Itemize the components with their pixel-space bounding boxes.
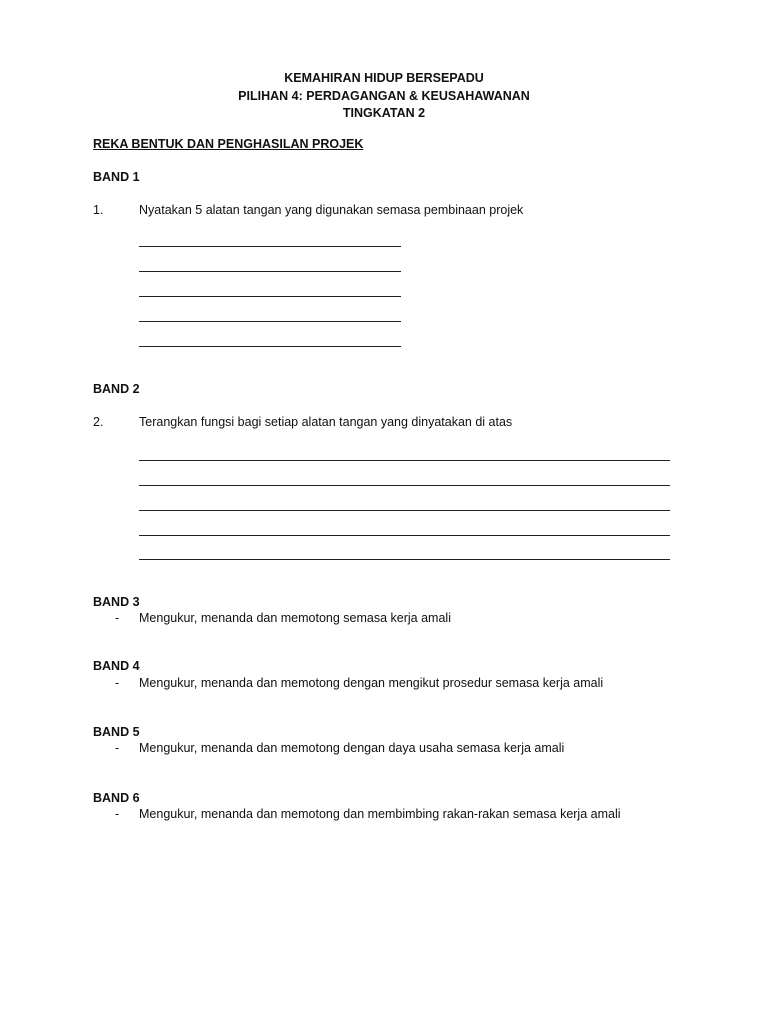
band-4-text: Mengukur, menanda dan memotong dengan mengikut prosedur semasa kerja amali — [139, 676, 604, 690]
header-subtitle: PILIHAN 4: PERDAGANGAN & KEUSAHAWANAN — [238, 89, 530, 103]
answer-line-1c[interactable] — [139, 296, 401, 297]
answer-line-1b[interactable] — [139, 271, 401, 272]
band-2-label: BAND 2 — [93, 382, 140, 396]
answer-line-2b[interactable] — [139, 485, 670, 486]
answer-line-2d[interactable] — [139, 535, 670, 536]
band-3-label: BAND 3 — [93, 595, 140, 609]
question-2-text: Terangkan fungsi bagi setiap alatan tangan yang dinyatakan di atas — [139, 415, 513, 429]
question-1-text: Nyatakan 5 alatan tangan yang digunakan semasa pembinaan projek — [139, 203, 524, 217]
band-6-bullet: - — [115, 807, 120, 821]
question-2-number: 2. — [93, 415, 104, 429]
header-form-level: TINGKATAN 2 — [342, 106, 426, 120]
answer-line-2c[interactable] — [139, 510, 670, 511]
band-6-label: BAND 6 — [93, 791, 140, 805]
band-5-label: BAND 5 — [93, 725, 140, 739]
band-3-bullet: - — [115, 611, 120, 625]
answer-line-2e[interactable] — [139, 559, 670, 560]
question-1-number: 1. — [93, 203, 104, 217]
section-title: REKA BENTUK DAN PENGHASILAN PROJEK — [93, 137, 364, 151]
header-title: KEMAHIRAN HIDUP BERSEPADU — [284, 71, 484, 85]
answer-line-1e[interactable] — [139, 346, 401, 347]
band-5-text: Mengukur, menanda dan memotong dengan daya usaha semasa kerja amali — [139, 741, 565, 755]
band-4-label: BAND 4 — [93, 659, 140, 673]
answer-line-1d[interactable] — [139, 321, 401, 322]
band-4-bullet: - — [115, 676, 120, 690]
answer-line-1a[interactable] — [139, 246, 401, 247]
answer-line-2a[interactable] — [139, 460, 670, 461]
band-1-label: BAND 1 — [93, 170, 140, 184]
band-3-text: Mengukur, menanda dan memotong semasa kerja amali — [139, 611, 451, 625]
band-6-text: Mengukur, menanda dan memotong dan membimbing rakan-rakan semasa kerja amali — [139, 807, 621, 821]
band-5-bullet: - — [115, 741, 120, 755]
